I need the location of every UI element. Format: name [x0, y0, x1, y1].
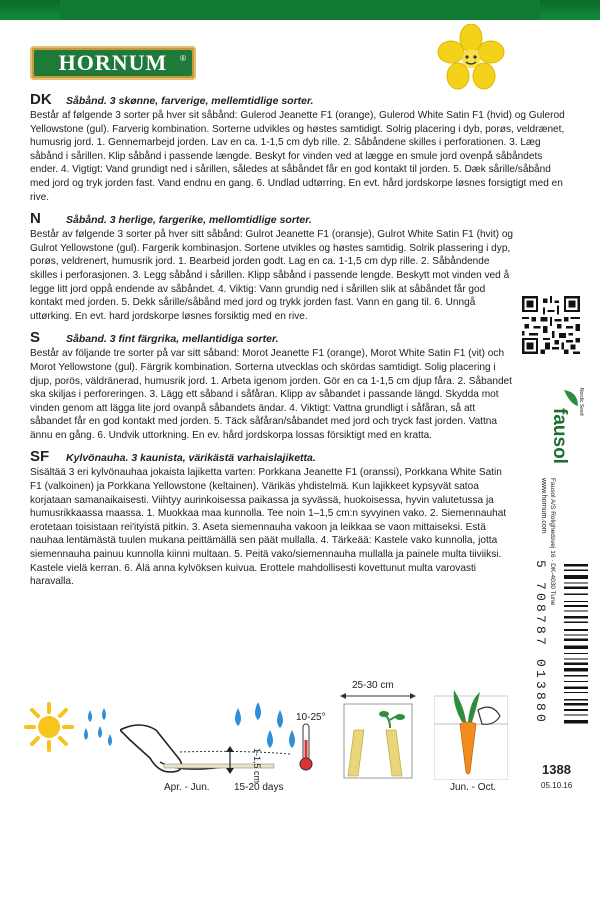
temperature-label: 10-25°: [296, 712, 326, 723]
barcode-number: 5 708787 013880: [533, 560, 548, 726]
section-title: Såband. 3 fint färgrika, mellantidiga sorter.: [66, 333, 279, 346]
section-title: Såbånd. 3 herlige, fargerike, mellomtidlige sorter.: [66, 214, 312, 227]
section-title: Såbånd. 3 skønne, farverige, mellemtidlige sorter.: [66, 95, 314, 107]
product-number: 1388: [542, 762, 571, 777]
row-spacing-drawing: [340, 690, 416, 780]
section-header: [30, 93, 570, 109]
supplier-info: [540, 386, 588, 606]
yellow-flower-icon: [436, 24, 506, 94]
supplier-website: www.hornum.com: [540, 478, 547, 534]
hornum-logo: [30, 46, 196, 80]
language-code: N: [30, 210, 41, 228]
row-spacing-label: 25-30 cm: [352, 680, 394, 691]
sun-icon: [24, 702, 74, 752]
logo-plate: [34, 50, 192, 76]
section-header: [30, 331, 570, 347]
nordic-seed-text: Nordic Seed: [578, 388, 584, 416]
print-date: 05.10.16: [541, 781, 573, 790]
qr-code-icon: [522, 296, 580, 354]
section-title: Kylvönauha. 3 kaunista, värikästä varhaislajiketta.: [66, 452, 316, 465]
harvest-carrot-drawing: [434, 684, 508, 780]
section-text: Består af følgende 3 sorter på hver sit såbånd: Gulerod Jeanette F1 (orange), Gulerod White Satin F1 (hvid) og Gulerod Yellowstone (gul). Farverig kombination. Sorterne udvikles og høstes samtidigt. Solrig placering i dyb, porøs, veldrænet, humusrig jord. 1. Gennemarbejd jorden. Lav en ca. 1-1,5 cm dyb rille. 2. Såbåndene skilles i perforationen. 3. Læg såbånd i sårillen. Klip såbånd i passende længde. Beskyt for vinden ved at lægge en smule jord ovenpå såbåndets ender. 4. Vigtigt: Vand grundigt ned i sårillen, således at såbåndet får en god kontakt til jorden. 5. Dæk sårille/såbånd med jord og tryk jorden fast. Vand endnu en gang. 6. Undlad udtørring. En evt. hård jordskorpe løsnes forsigtigt med en rive.: [30, 110, 565, 203]
logo-registered-mark: ®: [180, 54, 186, 63]
language-code: S: [30, 329, 41, 347]
depth-label: 1-1,5 cm: [252, 748, 262, 784]
sowing-illustration: [0, 676, 600, 800]
section-n: [30, 212, 570, 323]
planting-hand-drawing: [120, 700, 300, 780]
sowing-period-label: Apr. - Jun.: [164, 782, 210, 793]
thermometer-icon: [298, 722, 314, 772]
logo-text: HORNUM: [58, 50, 168, 75]
section-dk: [30, 93, 570, 204]
section-text: Sisältää 3 eri kylvönauhaa jokaista lajiketta varten: Porkkana Jeanette F1 (oranssi), Porkkana White Satin F1 (valkoinen) ja Porkkana Yellowstone (keltainen). Värikäs yhdistelmä. Kun lajikkeet kypsyvät satoa korjataan samanaikaisesti. Viihtyy aurinkoisessa paikassa ja syvässä, huokoisessa, hyvin valutetussa ja humusrikkaassa maassa. 1. Muokkaa maa kunnolla. Tee noin 1–1,5 cm:n syvyinen vako. 2. Siemennauhat erotetaan toisistaan rei'ityistä pitkin. 3. Aseta siemennauha vakoon ja leikkaa se vaon mittaiseksi. Estä nauhaa lentämästä tuulen mukana peittämällä sen päät mullalla. 4. Tärkeää: Kastele vako kunnolla, jotta siemennauha painuu kunnolla kiinni multaan. 5. Peitä vako/siemennauha mullalla ja painele multa tiiviiksi. Kastele vielä kerran. 6. Älä anna kylvöksen kuivua. Erottele mahdollisesti kovettunut multa varovasti haravalla.: [30, 467, 507, 588]
language-code: SF: [30, 448, 50, 466]
supplier-address: Fausol A/S Rolighedsvej 16 · DK-4030 Tune: [549, 478, 556, 606]
germination-label: 15-20 days: [234, 782, 284, 793]
section-text: Består av följande tre sorter på var sitt såband: Morot Jeanette F1 (orange), Morot White Satin F1 (vit) och Morot Yellowstone (gul). Färgrik kombination. Sorterna utvecklas och skördas samtidigt. Solig placering i djup, porös, väldränerad, humusrik jord. 1. Arbeta igenom jorden. Gör en ca 1-1,5 cm djup fåra. 2. Såbandet ska skiljas i perforeringen. 3. Lägg ett såband i såfåran. Klipp av såbandet i passande längd. Skydda mot vinden genom att lägga lite jord ovanpå såbandets ändar. 4. Viktigt: Vattna grundligt i såfåran, så att såbandet får en god kontakt med jorden. 5. Täck såfåran/såbandet med jord och tryck fast jorden. Vattna ännu en gång. 6. Undvik uttorkning. En ev. hård jordskorpa lossas försiktigt med en kratta.: [30, 348, 512, 441]
top-band-center: [60, 0, 540, 20]
water-drops-icon: [80, 706, 116, 752]
section-header: [30, 212, 570, 228]
section-sf: [30, 450, 570, 588]
harvest-period-label: Jun. - Oct.: [450, 782, 497, 793]
top-green-band: [0, 0, 600, 20]
section-text: Består av følgende 3 sorter på hver sitt såbånd: Gulrot Jeanette F1 (oransje), Gulrot White Satin F1 (hvit) og Gulrot Yellowstone (gul). Fargerik kombinasjon. Sortene utvikles og høstes samtidig. Solrik plassering i dyp, porøs, veldrenert, humusrik jord. 1. Bearbeid jorden godt. Lag en ca. 1-1,5 cm dyp rille. 2. Såbåndende skilles i perforasjonen. 3. Legg såbånd i sårillen. Klipp såbånd i passende lengde. Beskytt mot vinden ved å legge litt jord oppå endende av såbåndet. 4. Viktig: Vann grundig ned i sårillen slik at såbåndet får god kontakt med jorden. 5. Dekk sårille/såbånd med jord og trykk jorden fast. Vann en gang til. 6. Unngå uttørking. En evt. hard jordskorpe løsnes forsiktig med en rive.: [30, 229, 514, 322]
language-code: DK: [30, 91, 52, 108]
instructions-text: [30, 92, 570, 589]
section-s: [30, 331, 570, 442]
section-header: [30, 450, 570, 466]
fausol-logo-text: fausol: [549, 408, 570, 464]
